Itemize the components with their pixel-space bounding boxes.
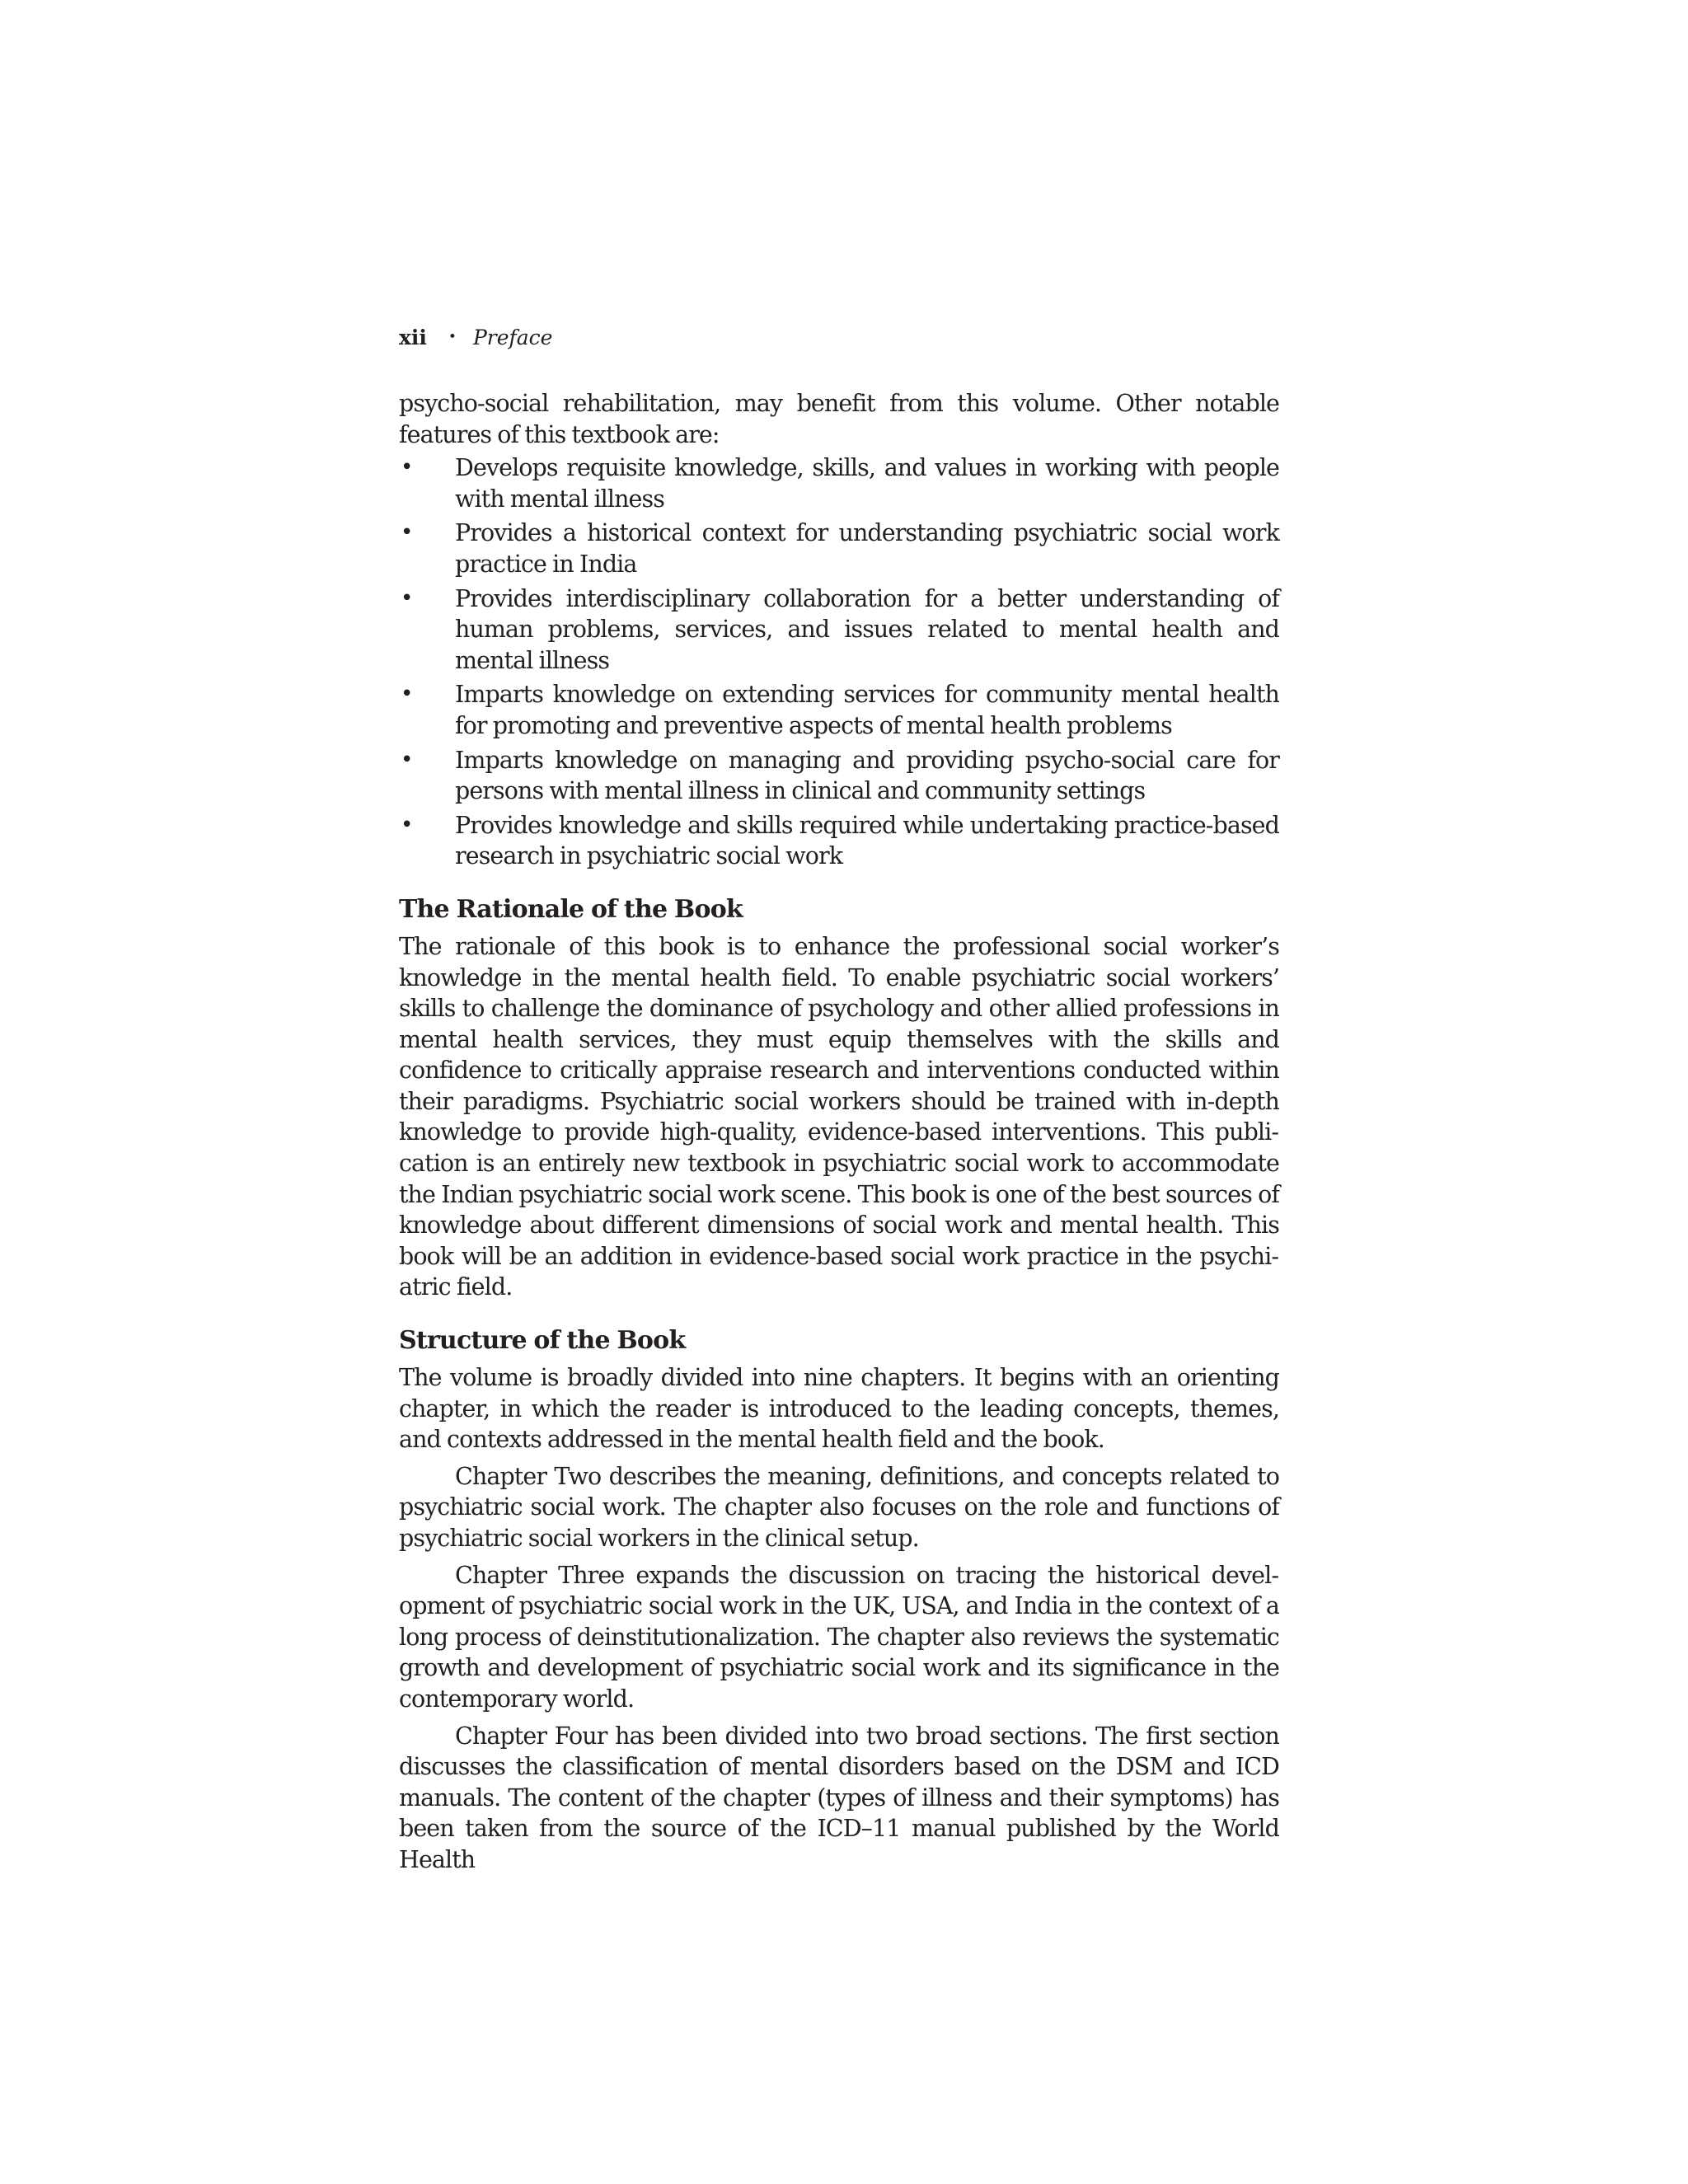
section-title: Preface: [472, 326, 553, 349]
list-item: [399, 583, 1279, 677]
rationale-heading: The Rationale of the Book: [399, 894, 743, 924]
chapter-three-paragraph: Chapter Three expands the discussion on tracing the historical development of psychiatric social work in the UK, USA, and India in the context of a long process of deinstitutionalization. The chapter also reviews the systematic growth and development of psychiatric social work and its significance in the contemporary world.: [399, 1561, 1279, 1713]
list-item-text: Provides knowledge and skills required while undertaking practice-based research in psychiatric social work: [455, 811, 1279, 870]
bullet-icon: •: [401, 520, 413, 546]
intro-paragraph: psycho-social rehabilitation, may benefit from this volume. Other notable features of this textbook are:: [399, 390, 1279, 448]
structure-heading: Structure of the Book: [399, 1326, 686, 1356]
page-number: xii: [399, 326, 427, 349]
body-text: [399, 388, 1279, 1876]
list-item: [399, 452, 1279, 514]
bullet-icon: •: [401, 812, 413, 837]
bullet-icon: •: [401, 455, 413, 480]
list-item: [399, 679, 1279, 741]
list-item-text: Provides interdisciplinary collaboration for a better understanding of human problems, services, and issues related to mental health and mental illness: [455, 584, 1279, 674]
list-item: [399, 518, 1279, 579]
list-item: [399, 745, 1279, 807]
chapter-two-paragraph: Chapter Two describes the meaning, definitions, and concepts related to psychiatric social work. The chapter also focuses on the role and functions of psychiatric social workers in the clinical setup.: [399, 1462, 1279, 1552]
list-item-text: Develops requisite knowledge, skills, and values in working with people with mental illness: [455, 454, 1279, 513]
rationale-paragraph: The rationale of this book is to enhance the professional social worker’s knowledge in the mental health field. To enable psychiatric social workers’ skills to challenge the dominance of psychology and other allied professions in mental health services, they must equip themselves with the skills and confidence to critically appraise research and interventions conducted within their paradigms. Psychiatric social workers should be trained with in-depth knowledge to provide high-quality, evidence-based interventions. This publication is an entirely new textbook in psychiatric social work to accommodate the Indian psychiatric social work scene. This book is one of the best sources of knowledge about different dimensions of social work and mental health. This book will be an addition in evidence-based social work practice in the psychiatric field.: [399, 932, 1279, 1301]
list-item-text: Imparts knowledge on extending services for community mental health for promoting and preventive aspects of mental health problems: [455, 681, 1279, 739]
bullet-icon: •: [401, 682, 413, 707]
bullet-icon: •: [401, 585, 413, 611]
list-item: [399, 810, 1279, 872]
bullet-icon: •: [401, 747, 413, 772]
structure-paragraph: The volume is broadly divided into nine chapters. It begins with an orienting chapter, in which the reader is introduced to the leading concepts, themes, and contexts addressed in the mental health field and the book.: [399, 1364, 1279, 1454]
bullet-separator-icon: •: [448, 329, 457, 345]
chapter-four-paragraph: Chapter Four has been divided into two broad sections. The first section discusses the classification of mental disorders based on the DSM and ICD manuals. The content of the chapter (types of illness and their symptoms) has been taken from the source of the ICD–11 manual published by the World Health: [399, 1722, 1279, 1873]
list-item-text: Provides a historical context for understanding psychiatric social work practice in India: [455, 519, 1279, 578]
list-item-text: Imparts knowledge on managing and providing psycho-social care for persons with mental illness in clinical and community settings: [455, 746, 1279, 805]
features-list: [399, 452, 1279, 872]
running-head: [399, 321, 1279, 354]
